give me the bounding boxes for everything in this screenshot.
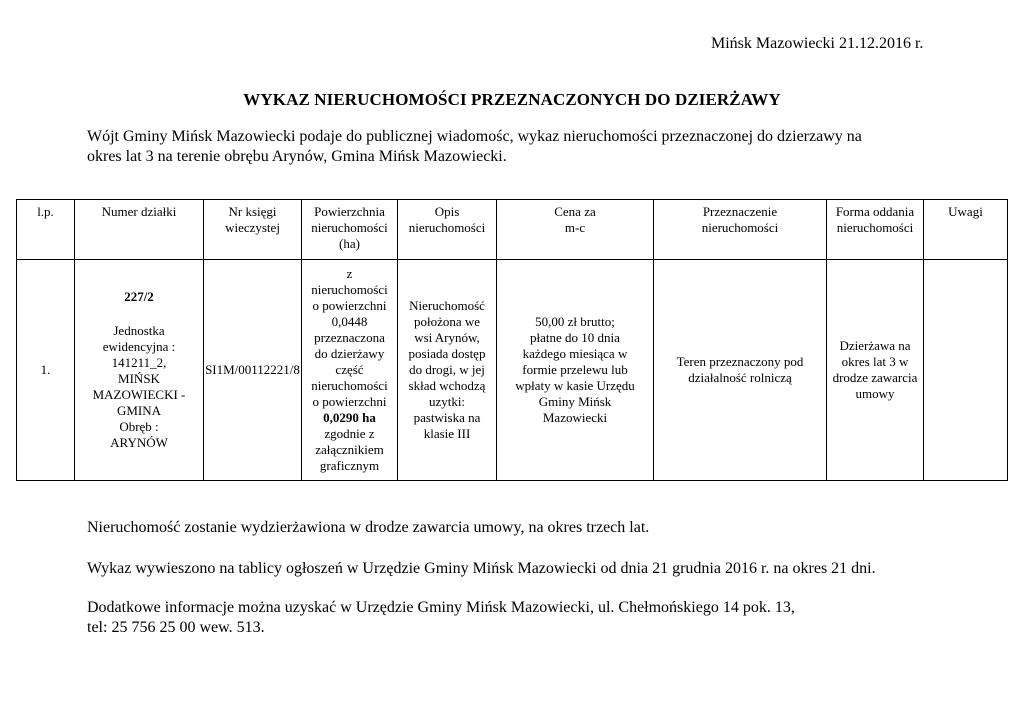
document-title: WYKAZ NIERUCHOMOŚCI PRZEZNACZONYCH DO DZIERŻAWY (243, 90, 781, 109)
header-powierzchnia: Powierzchnia nieruchomości (ha) (302, 200, 398, 260)
table-header-row (17, 200, 1008, 260)
document-date: Mińsk Mazowiecki 21.12.2016 r. (711, 35, 924, 52)
footer-contact-line: Dodatkowe informacje można uzyskać w Urzędzie Gminy Mińsk Mazowiecki, ul. Chełmońskiego 14 pok. 13, (87, 599, 795, 616)
intro-line: okres lat 3 na terenie obrębu Arynów, Gmina Mińsk Mazowiecki. (87, 148, 507, 165)
footer-posting-note: Wykaz wywieszono na tablicy ogłoszeń w Urzędzie Gminy Mińsk Mazowiecki od dnia 21 grudnia 2016 r. na okres 21 dni. (87, 560, 876, 577)
intro-paragraph (87, 127, 947, 167)
header-opis: Opis nieruchomości (398, 200, 497, 260)
footer-phone-line: tel: 25 756 25 00 wew. 513. (87, 619, 265, 636)
cell-numer-dzialki: 227/2 Jednostka ewidencyjna : 141211_2, MIŃSK MAZOWIECKI - GMINA Obręb : ARYNÓW (75, 260, 204, 481)
header-uwagi: Uwagi (924, 200, 1008, 260)
header-przeznaczenie: Przeznaczenie nieruchomości (654, 200, 827, 260)
footer-lease-note: Nieruchomość zostanie wydzierżawiona w drodze zawarcia umowy, na okres trzech lat. (87, 519, 650, 536)
cell-forma: Dzierżawa na okres lat 3 w drodze zawarcia umowy (827, 260, 924, 481)
header-cena: Cena za m-c (497, 200, 654, 260)
header-ksiega: Nr księgi wieczystej (204, 200, 302, 260)
header-lp: l.p. (17, 200, 75, 260)
property-table (16, 199, 1008, 481)
header-numer-dzialki: Numer działki (75, 200, 204, 260)
cell-lp: 1. (17, 260, 75, 481)
intro-line: Wójt Gminy Mińsk Mazowiecki podaje do publicznej wiadomośc, wykaz nieruchomości przeznaczonej do dzierzawy na (87, 128, 862, 145)
parcel-number: 227/2 (124, 289, 154, 304)
table-row (17, 260, 1008, 481)
cell-powierzchnia: z nieruchomości o powierzchni 0,0448 przeznaczona do dzierżawy część nieruchomości o powierzchni 0,0290 ha zgodnie z załącznikiem graficznym (302, 260, 398, 481)
cell-cena: 50,00 zł brutto; płatne do 10 dnia każdego miesiąca w formie przelewu lub wpłaty w kasie Urzędu Gminy Mińsk Mazowiecki (497, 260, 654, 481)
header-forma: Forma oddania nieruchomości (827, 200, 924, 260)
area-value: 0,0290 ha (323, 410, 376, 425)
cell-opis: Nieruchomość położona we wsi Arynów, posiada dostęp do drogi, w jej skład wchodzą uzytki: pastwiska na klasie III (398, 260, 497, 481)
cell-uwagi (924, 260, 1008, 481)
cell-przeznaczenie: Teren przeznaczony pod działalność rolniczą (654, 260, 827, 481)
cell-ksiega: SI1M/00112221/8 (204, 260, 302, 481)
